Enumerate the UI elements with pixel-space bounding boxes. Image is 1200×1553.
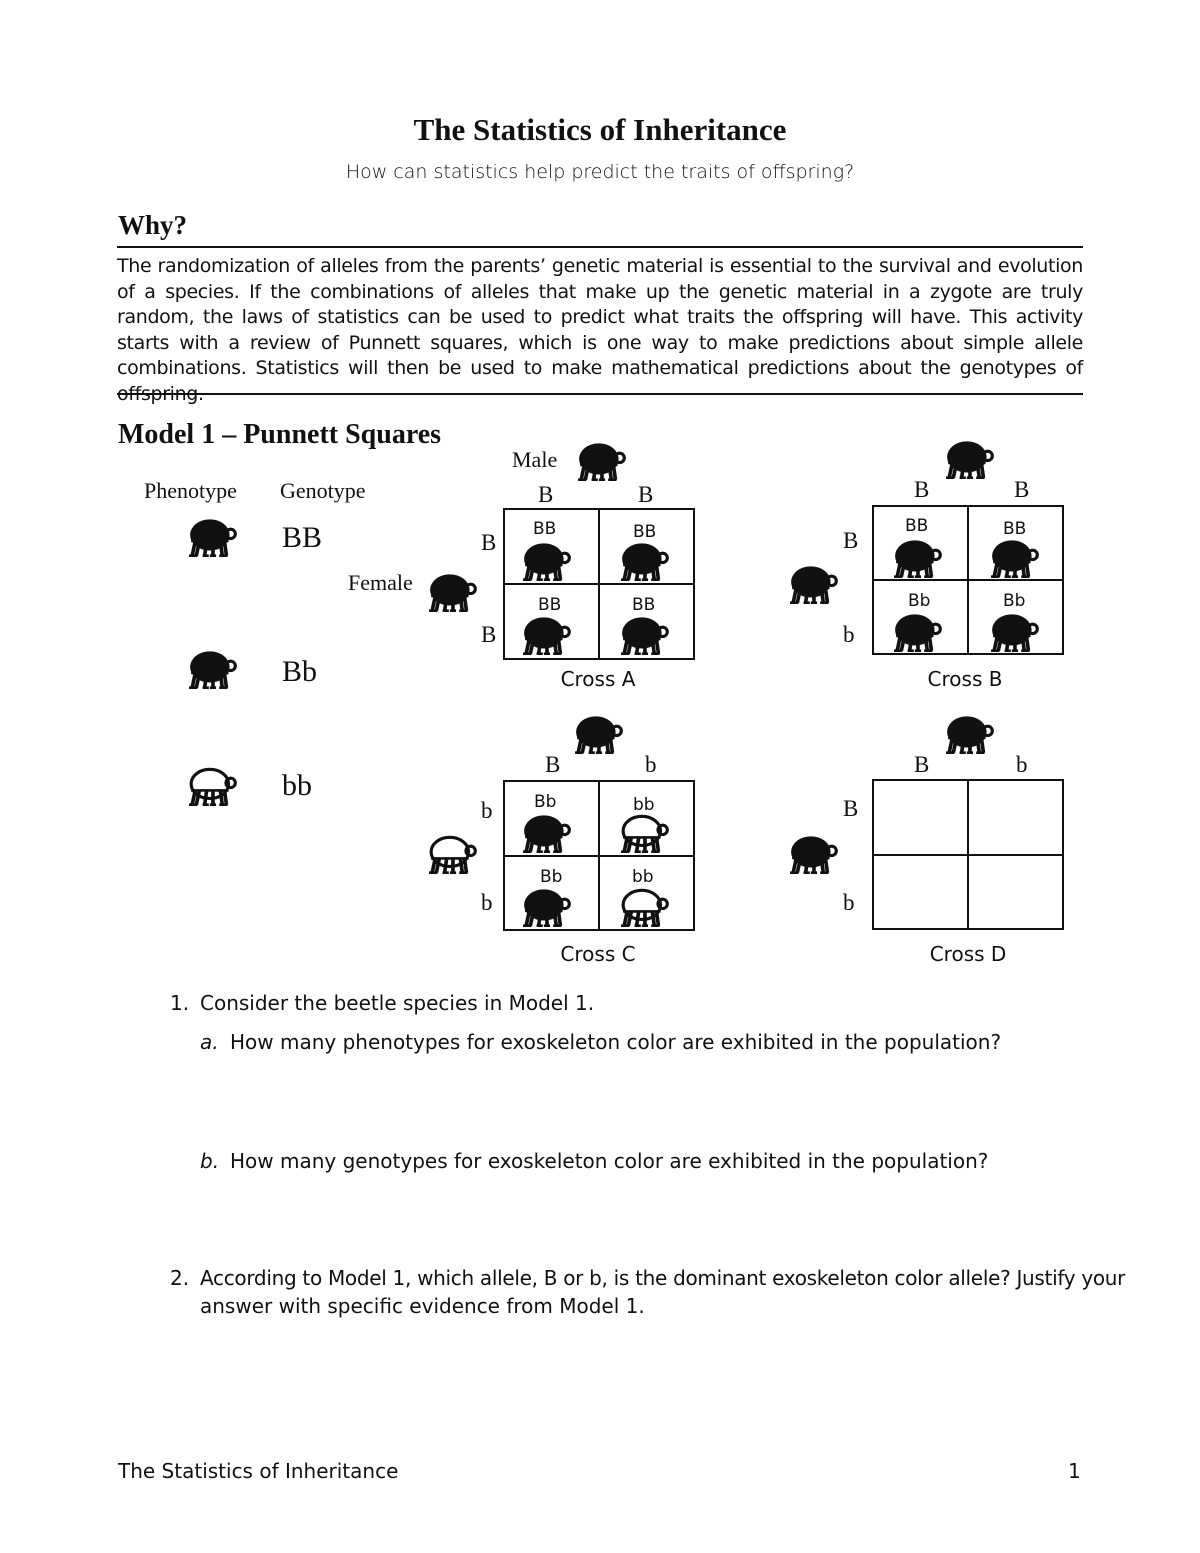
legend-genotype-BB: BB xyxy=(282,521,323,554)
offspring-beetle-dark-icon xyxy=(620,540,672,582)
question-1-text: Consider the beetle species in Model 1. xyxy=(200,991,595,1015)
cross-b-cell-genotype: Bb xyxy=(1003,591,1026,611)
beetle-dark-icon xyxy=(188,648,240,690)
offspring-beetle-dark-icon xyxy=(990,537,1042,579)
cross-d-punnett-square xyxy=(872,779,1064,930)
offspring-beetle-dark-icon xyxy=(522,614,574,656)
male-beetle-dark-icon xyxy=(577,440,629,482)
why-bottom-rule xyxy=(117,393,1083,395)
cross-b-cell-genotype: Bb xyxy=(908,591,931,611)
cross-b-side-allele: b xyxy=(843,622,855,647)
genotype-header: Genotype xyxy=(280,478,366,503)
cross-c-cell-genotype: bb xyxy=(632,867,654,887)
legend-genotype-bb: bb xyxy=(282,769,312,802)
female-beetle-dark-icon xyxy=(789,563,841,605)
legend-genotype-Bb: Bb xyxy=(282,655,318,688)
offspring-beetle-dark-icon xyxy=(522,540,574,582)
male-beetle-dark-icon xyxy=(945,438,997,480)
cross-b-top-allele: B xyxy=(1014,477,1030,502)
why-heading: Why? xyxy=(118,210,188,240)
question-2-text-line-1: According to Model 1, which allele, B or b, is the dominant exoskeleton color allele? Justify your xyxy=(200,1266,1126,1290)
offspring-beetle-dark-icon xyxy=(893,611,945,653)
question-1-number: 1. xyxy=(170,991,190,1015)
cross-a-side-allele: B xyxy=(481,530,497,555)
cross-a-cell-genotype: BB xyxy=(533,519,557,539)
cross-b-cell-genotype: BB xyxy=(905,516,929,536)
cross-c-top-allele: B xyxy=(545,752,561,777)
question-1b-text: How many genotypes for exoskeleton color are exhibited in the population? xyxy=(230,1149,989,1173)
footer-title: The Statistics of Inheritance xyxy=(118,1459,399,1483)
offspring-beetle-dark-icon xyxy=(620,614,672,656)
cross-c-side-allele: b xyxy=(481,798,493,823)
offspring-beetle-dark-icon xyxy=(893,537,945,579)
cross-c-top-allele: b xyxy=(645,752,657,777)
female-label: Female xyxy=(348,570,413,595)
cross-b-cell-genotype: BB xyxy=(1003,519,1027,539)
cross-a-cell-genotype: BB xyxy=(632,595,656,615)
cross-d-side-allele: B xyxy=(843,796,859,821)
cross-c-cell-genotype: Bb xyxy=(540,867,563,887)
cross-d-side-allele: b xyxy=(843,890,855,915)
cross-a-top-allele: B xyxy=(538,482,554,507)
question-2-number: 2. xyxy=(170,1266,190,1290)
offspring-beetle-dark-icon xyxy=(522,812,574,854)
female-beetle-dark-icon xyxy=(428,571,480,613)
female-beetle-white-icon xyxy=(428,833,480,875)
phenotype-header: Phenotype xyxy=(144,478,237,503)
offspring-beetle-white-icon xyxy=(620,886,672,928)
page-title: The Statistics of Inheritance xyxy=(413,112,787,147)
footer-page-number: 1 xyxy=(1068,1459,1081,1483)
why-top-rule xyxy=(117,246,1083,248)
cross-d-top-allele: B xyxy=(914,752,930,777)
why-body: The randomization of alleles from the parents’ genetic material is essential to the survival and evolution of a species. If the combinations of alleles that make up the genetic material in a zygote are truly random, the laws of statistics can be used to predict what traits the offspring will have. This activity starts with a review of Punnett squares, which is one way to make predictions about simple allele combinations. Statistics will then be used to make mathematical predictions about the genotypes of offspring. xyxy=(117,255,1083,405)
female-beetle-dark-icon xyxy=(789,833,841,875)
offspring-beetle-dark-icon xyxy=(990,611,1042,653)
cross-c-cell-genotype: bb xyxy=(633,795,655,815)
male-label: Male xyxy=(512,447,558,472)
cross-c-cell-genotype: Bb xyxy=(534,792,557,812)
offspring-beetle-white-icon xyxy=(620,812,672,854)
cross-a-cell-genotype: BB xyxy=(633,522,657,542)
model-heading: Model 1 – Punnett Squares xyxy=(118,419,442,450)
cross-a-cell-genotype: BB xyxy=(538,595,562,615)
offspring-beetle-dark-icon xyxy=(522,886,574,928)
male-beetle-dark-icon xyxy=(574,713,626,755)
cross-b-label: Cross B xyxy=(927,667,1003,691)
cross-b-side-allele: B xyxy=(843,528,859,553)
question-1a-letter: a. xyxy=(200,1030,219,1054)
cross-c-label: Cross C xyxy=(560,942,636,966)
page-subtitle: How can statistics help predict the traits of offspring? xyxy=(345,161,855,183)
cross-a-side-allele: B xyxy=(481,622,497,647)
beetle-dark-icon xyxy=(188,516,240,558)
cross-a-label: Cross A xyxy=(560,667,636,691)
question-2-text-line-2: answer with specific evidence from Model 1. xyxy=(200,1294,645,1318)
beetle-white-icon xyxy=(188,765,240,807)
cross-d-top-allele: b xyxy=(1016,752,1028,777)
cross-c-side-allele: b xyxy=(481,890,493,915)
cross-a-top-allele: B xyxy=(638,482,654,507)
cross-b-top-allele: B xyxy=(914,477,930,502)
question-1b-letter: b. xyxy=(200,1149,220,1173)
male-beetle-dark-icon xyxy=(945,713,997,755)
question-1a-text: How many phenotypes for exoskeleton color are exhibited in the population? xyxy=(230,1030,1002,1054)
cross-d-label: Cross D xyxy=(929,942,1007,966)
